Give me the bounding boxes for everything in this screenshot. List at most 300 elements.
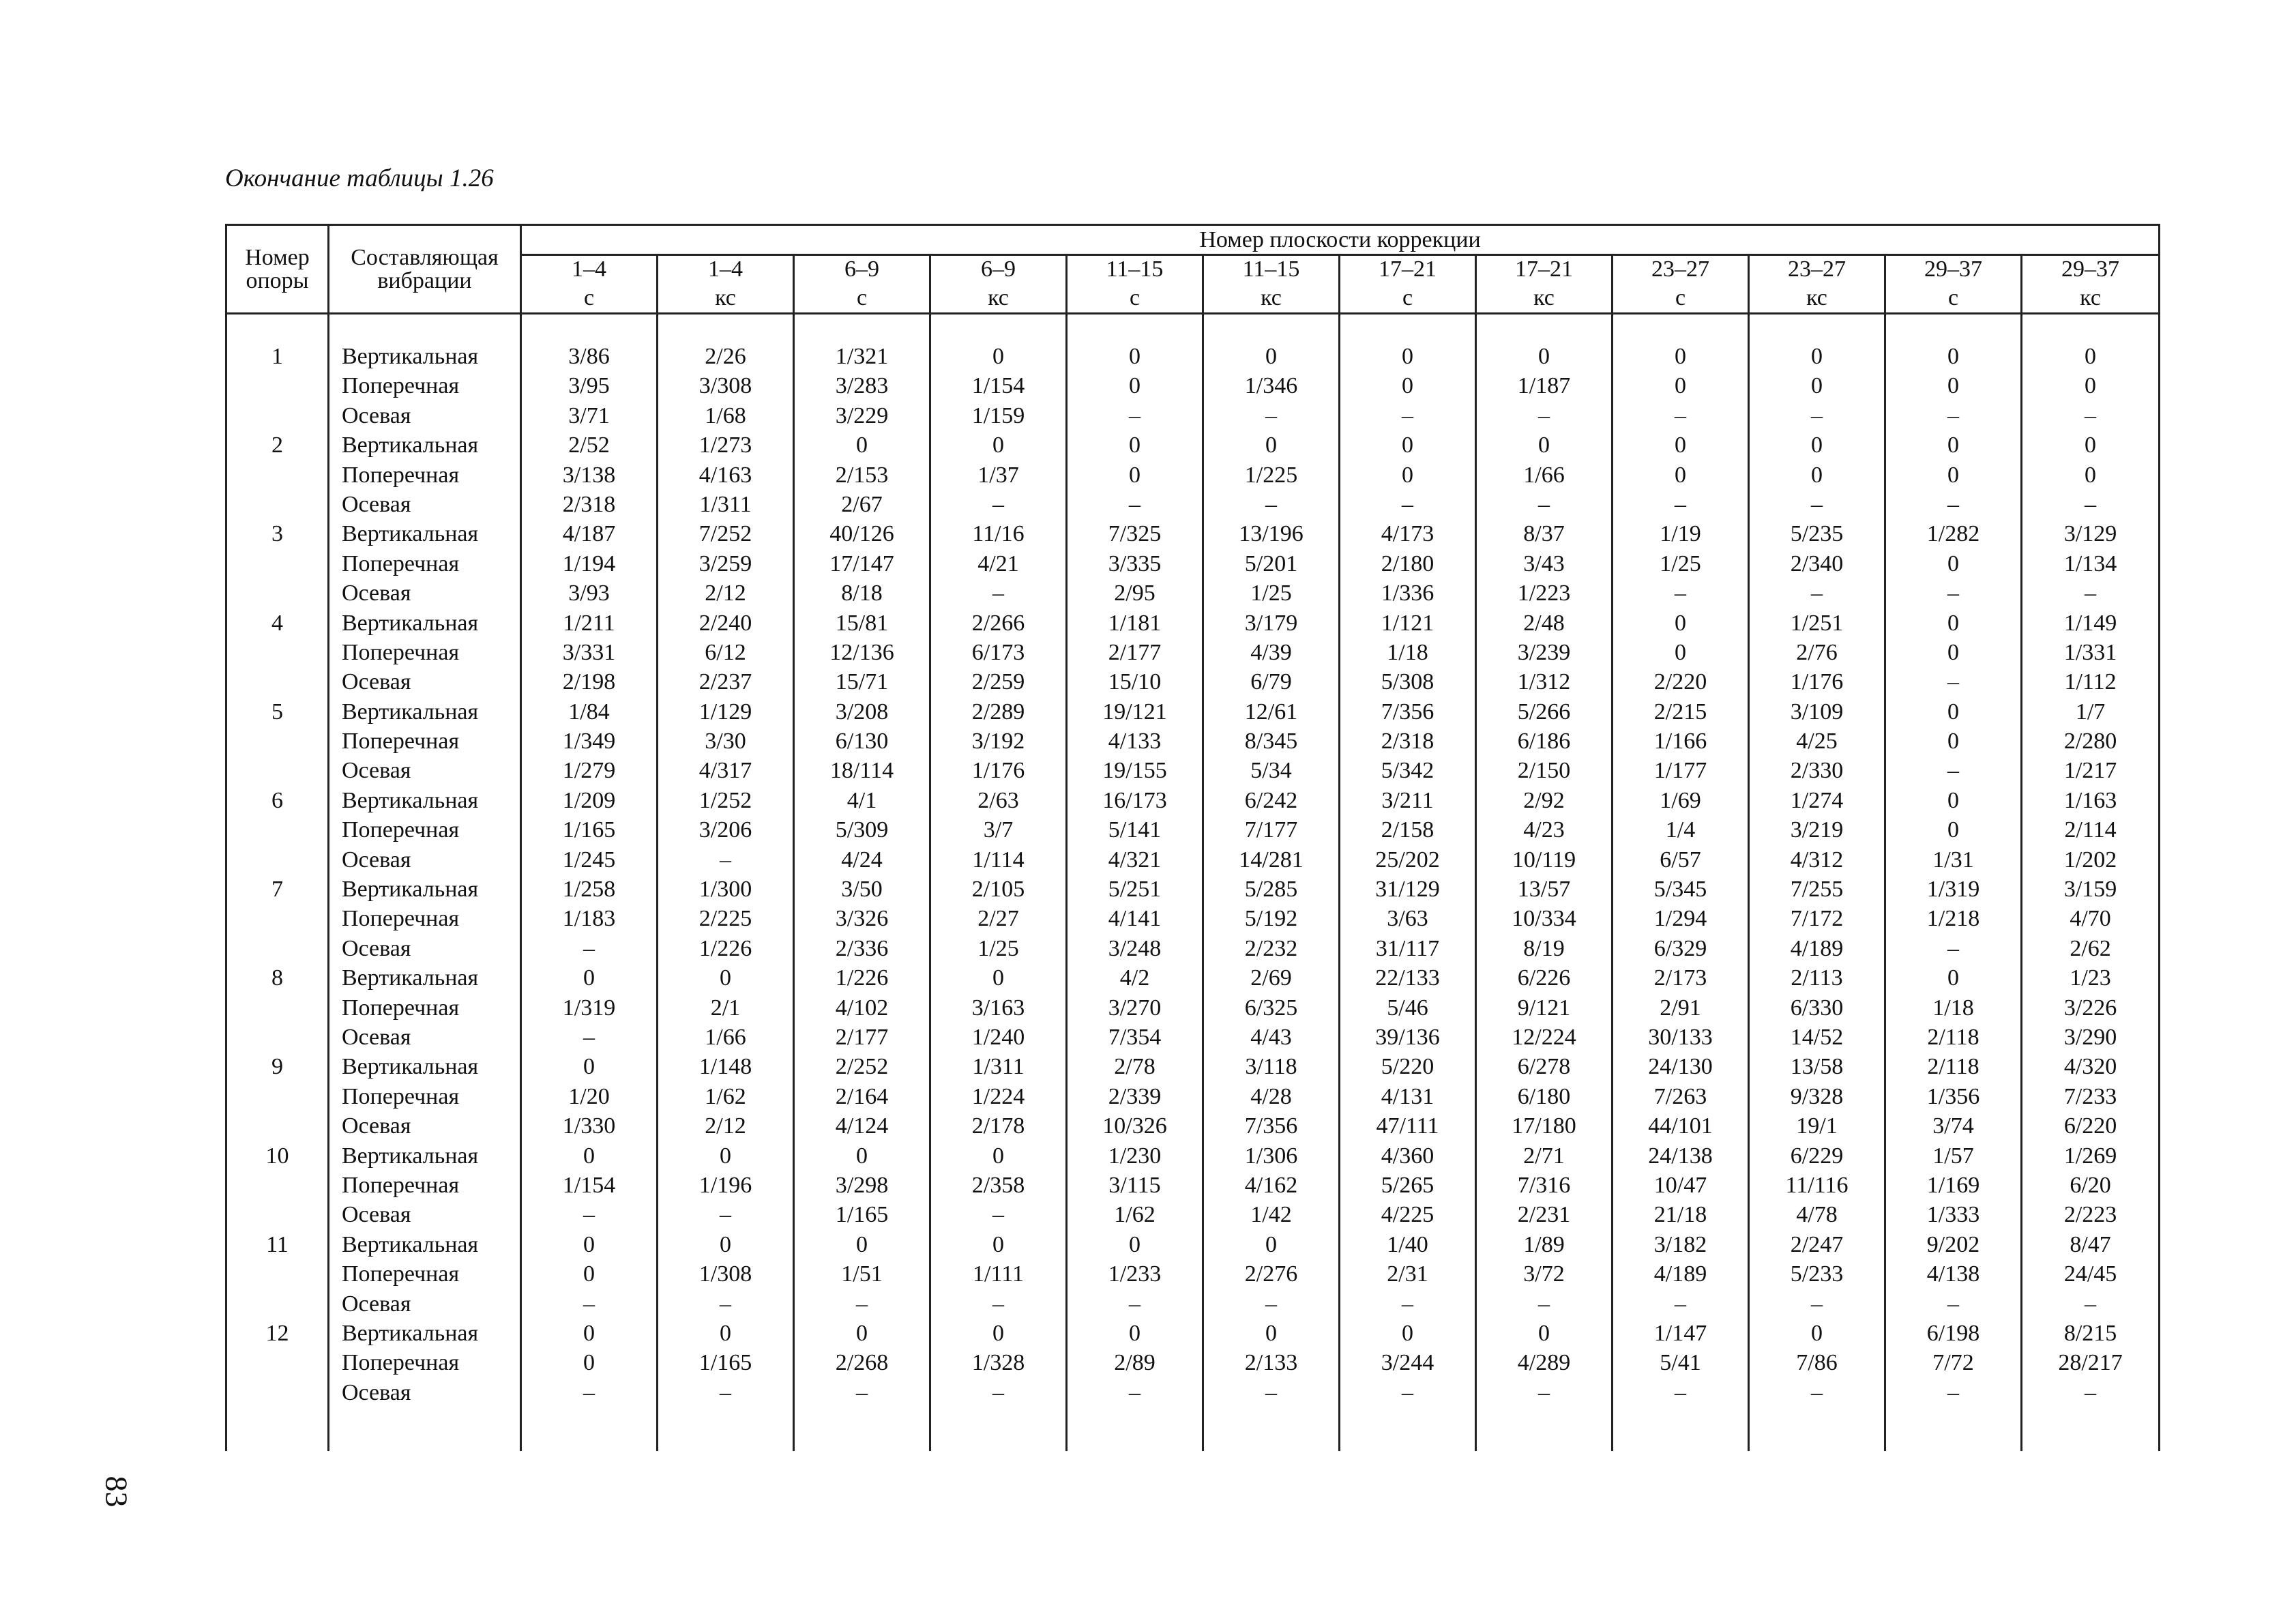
table-cell: 0 [1402, 344, 1413, 369]
table-cell: 4/102 [835, 995, 889, 1021]
table-cell: 0 [1811, 344, 1823, 369]
table-cell: 1/333 [1926, 1202, 1980, 1228]
table-cell: 15/71 [835, 669, 889, 695]
support-number [227, 401, 327, 430]
table-cell: 0 [720, 1231, 731, 1257]
table-cell: 13/58 [1790, 1054, 1844, 1080]
table-cell: 2/276 [1244, 1261, 1298, 1287]
table-cell: 3/86 [568, 344, 610, 369]
table-cell: 2/92 [1523, 787, 1565, 813]
table-cell: 1/252 [698, 787, 752, 813]
table-cell: – [720, 847, 731, 873]
table-cell: 8/18 [841, 581, 883, 606]
support-number [227, 815, 327, 845]
table-cell: 19/155 [1102, 758, 1167, 784]
support-number [227, 667, 327, 697]
table-cell: 1/209 [562, 787, 616, 813]
table-cell: 1/112 [2064, 669, 2117, 695]
table-cell: 12/224 [1512, 1024, 1576, 1050]
table-cell: 7/316 [1517, 1172, 1571, 1198]
vibration-table [225, 224, 2160, 1451]
table-cell: 8/47 [2070, 1231, 2111, 1257]
support-number [227, 578, 327, 608]
table-cell: 24/138 [1648, 1143, 1713, 1169]
vibration-component: Вертикальная [342, 433, 479, 458]
table-cell: 1/176 [1790, 669, 1844, 695]
support-number [227, 1023, 327, 1052]
plane-value-column [1613, 314, 1749, 1452]
support-number [227, 1378, 327, 1407]
header-plane-range: 6–9 [794, 255, 930, 284]
table-cell: 0 [1402, 433, 1413, 458]
table-cell: 4/141 [1108, 906, 1162, 932]
header-support-line2: опоры [246, 267, 309, 293]
table-cell: 3/109 [1790, 699, 1844, 724]
table-cell: 3/290 [2063, 1024, 2117, 1050]
table-cell: 3/159 [2063, 877, 2117, 903]
table-cell: 1/346 [1244, 373, 1298, 399]
table-cell: 1/51 [841, 1261, 883, 1287]
plane-value-column [1067, 314, 1203, 1452]
table-cell: 40/126 [829, 521, 894, 547]
table-cell: – [1947, 402, 1959, 428]
table-cell: 12/61 [1244, 699, 1298, 724]
table-cell: 5/220 [1381, 1054, 1434, 1080]
table-cell: 2/12 [705, 581, 746, 606]
table-cell: 1/31 [1932, 847, 1974, 873]
support-number: 4 [271, 610, 283, 636]
table-cell: 6/330 [1790, 995, 1844, 1021]
table-cell: 5/46 [1387, 995, 1428, 1021]
table-cell: 6/12 [705, 639, 746, 665]
table-cell: 22/133 [1375, 965, 1440, 991]
table-cell: 3/298 [835, 1172, 889, 1198]
table-cell: 2/62 [2070, 935, 2111, 961]
table-cell: – [583, 935, 595, 961]
table-cell: – [1538, 402, 1550, 428]
header-component-line1: Составляющая [351, 244, 499, 270]
plane-value-column [794, 314, 930, 1452]
table-cell: – [583, 1024, 595, 1050]
table-cell: 0 [1947, 610, 1959, 636]
table-cell: 0 [1129, 344, 1140, 369]
plane-value-column [2022, 314, 2160, 1452]
table-cell: 2/105 [971, 877, 1025, 903]
table-cell: 3/208 [835, 699, 889, 724]
table-cell: 1/258 [562, 877, 616, 903]
table-cell: 1/321 [835, 344, 889, 369]
support-number: 5 [271, 699, 283, 724]
support-number: 6 [271, 787, 283, 813]
table-cell: 1/166 [1653, 729, 1707, 754]
table-cell: 19/1 [1796, 1113, 1838, 1139]
table-cell: 4/70 [2070, 906, 2111, 932]
table-cell: 1/269 [2063, 1143, 2117, 1169]
support-number: 9 [271, 1054, 283, 1080]
table-cell: 4/163 [698, 462, 752, 488]
table-cell: 4/360 [1381, 1143, 1434, 1169]
table-cell: 6/20 [2070, 1172, 2111, 1198]
table-cell: – [1265, 491, 1277, 517]
table-cell: – [1538, 491, 1550, 517]
table-cell: – [1811, 402, 1823, 428]
table-cell: 1/147 [1653, 1320, 1707, 1346]
table-cell: 30/133 [1648, 1024, 1713, 1050]
table-cell: 0 [1129, 1320, 1140, 1346]
header-plane-range: 23–27 [1749, 255, 1885, 284]
table-cell: 2/48 [1523, 610, 1565, 636]
table-cell: – [2085, 1291, 2097, 1317]
support-number [227, 638, 327, 667]
table-cell: 2/240 [698, 610, 752, 636]
table-cell: – [856, 1291, 868, 1317]
table-cell: 0 [1265, 344, 1277, 369]
table-cell: 3/206 [698, 817, 752, 843]
table-cell: 7/177 [1244, 817, 1298, 843]
table-cell: 0 [583, 1350, 595, 1376]
header-plane-range: 11–15 [1067, 255, 1203, 284]
table-cell: 5/345 [1653, 877, 1707, 903]
plane-value-column [1476, 314, 1613, 1452]
table-cell: – [2085, 402, 2097, 428]
table-cell: 2/67 [841, 491, 883, 517]
table-cell: 1/42 [1250, 1202, 1292, 1228]
table-cell: 0 [1129, 433, 1140, 458]
header-plane-range: 6–9 [930, 255, 1067, 284]
table-cell: 4/25 [1796, 729, 1838, 754]
table-cell: – [1129, 1379, 1140, 1405]
header-plane-range: 23–27 [1613, 255, 1749, 284]
table-cell: 2/12 [705, 1113, 746, 1139]
table-cell: 1/311 [972, 1054, 1025, 1080]
table-cell: 2/231 [1517, 1202, 1571, 1228]
table-cell: 1/66 [1523, 462, 1565, 488]
header-plane-type: с [794, 284, 930, 314]
support-number [227, 460, 327, 490]
table-cell: 5/235 [1790, 521, 1844, 547]
table-cell: 2/173 [1653, 965, 1707, 991]
vibration-component: Осевая [342, 1024, 411, 1050]
table-cell: 0 [1402, 462, 1413, 488]
support-number [227, 1348, 327, 1377]
table-cell: 1/68 [705, 402, 746, 428]
table-cell: 0 [1947, 639, 1959, 665]
table-cell: 4/28 [1250, 1083, 1292, 1109]
table-cell: 1/121 [1381, 610, 1434, 636]
vibration-component: Осевая [342, 847, 411, 873]
table-cell: 7/255 [1790, 877, 1844, 903]
table-cell: 7/356 [1244, 1113, 1298, 1139]
table-cell: 4/173 [1381, 521, 1434, 547]
support-number [227, 756, 327, 785]
table-cell: 2/252 [835, 1054, 889, 1080]
table-cell: 0 [856, 1143, 868, 1169]
table-cell: 3/71 [568, 402, 610, 428]
table-cell: – [1129, 1291, 1140, 1317]
header-plane-type: кс [930, 284, 1067, 314]
header-planes: Номер плоскости коррекции [521, 225, 2160, 255]
table-cell: 13/196 [1239, 521, 1304, 547]
table-cell: 6/278 [1517, 1054, 1571, 1080]
table-cell: 2/52 [568, 433, 610, 458]
table-cell: 3/43 [1523, 551, 1565, 576]
table-cell: 39/136 [1375, 1024, 1440, 1050]
table-cell: 1/356 [1926, 1083, 1980, 1109]
table-cell: 1/129 [698, 699, 752, 724]
header-plane-type: с [521, 284, 658, 314]
table-cell: 3/229 [835, 402, 889, 428]
table-cell: 2/339 [1108, 1083, 1162, 1109]
plane-value-column [521, 314, 658, 1452]
table-cell: 6/57 [1660, 847, 1701, 873]
support-number: 8 [271, 965, 283, 991]
table-cell: – [1947, 491, 1959, 517]
vibration-component: Вертикальная [342, 1054, 479, 1080]
table-cell: 5/309 [835, 817, 889, 843]
table-cell: 0 [2085, 344, 2097, 369]
vibration-component: Вертикальная [342, 877, 479, 903]
table-cell: 5/265 [1381, 1172, 1434, 1198]
plane-value-column [1749, 314, 1885, 1452]
table-cell: 10/326 [1102, 1113, 1167, 1139]
table-cell: 0 [1947, 787, 1959, 813]
table-cell: 21/18 [1653, 1202, 1707, 1228]
plane-value-column [658, 314, 794, 1452]
table-cell: 0 [720, 965, 731, 991]
table-cell: 8/19 [1523, 935, 1565, 961]
plane-value-column [1340, 314, 1476, 1452]
table-cell: 0 [1947, 729, 1959, 754]
table-cell: 4/43 [1250, 1024, 1292, 1050]
table-cell: 2/31 [1387, 1261, 1428, 1287]
table-cell: – [1129, 491, 1140, 517]
header-plane-range: 17–21 [1340, 255, 1476, 284]
table-cell: 1/57 [1932, 1143, 1974, 1169]
table-cell: 16/173 [1102, 787, 1167, 813]
table-cell: 0 [1675, 344, 1686, 369]
table-cell: 2/358 [971, 1172, 1025, 1198]
table-cell: 1/308 [698, 1261, 752, 1287]
table-cell: 0 [1129, 462, 1140, 488]
support-number [227, 371, 327, 400]
table-cell: 0 [992, 965, 1004, 991]
table-cell: 7/252 [698, 521, 752, 547]
table-cell: 31/117 [1375, 935, 1440, 961]
table-cell: 1/40 [1387, 1231, 1428, 1257]
plane-value-column [1885, 314, 2022, 1452]
header-plane-range: 29–37 [2022, 255, 2160, 284]
table-cell: – [1675, 1379, 1686, 1405]
table-cell: 4/162 [1244, 1172, 1298, 1198]
vibration-component: Осевая [342, 1291, 411, 1317]
table-cell: 6/130 [835, 729, 889, 754]
table-cell: 1/165 [698, 1350, 752, 1376]
header-plane-type: с [1885, 284, 2022, 314]
table-cell: 0 [583, 1320, 595, 1346]
table-cell: 1/25 [977, 935, 1019, 961]
table-cell: – [720, 1202, 731, 1228]
header-plane-type: кс [1749, 284, 1885, 314]
vibration-component: Осевая [342, 1113, 411, 1139]
table-cell: 0 [1675, 462, 1686, 488]
table-cell: 2/69 [1250, 965, 1292, 991]
table-cell: 1/294 [1653, 906, 1707, 932]
table-cell: – [1402, 491, 1413, 517]
table-cell: 4/317 [698, 758, 752, 784]
header-plane-type: с [1613, 284, 1749, 314]
table-cell: 1/176 [971, 758, 1025, 784]
table-cell: 2/259 [971, 669, 1025, 695]
table-cell: 2/318 [562, 491, 616, 517]
table-cell: 1/224 [971, 1083, 1025, 1109]
table-cell: 7/325 [1108, 521, 1162, 547]
table-cell: 14/52 [1790, 1024, 1844, 1050]
table-cell: 1/274 [1790, 787, 1844, 813]
table-cell: 3/308 [698, 373, 752, 399]
vibration-component: Осевая [342, 935, 411, 961]
table-cell: 1/84 [568, 699, 610, 724]
table-cell: 5/266 [1517, 699, 1571, 724]
table-cell: 1/306 [1244, 1143, 1298, 1169]
table-cell: – [1402, 1379, 1413, 1405]
table-cell: 1/225 [1244, 462, 1298, 488]
table-cell: 1/226 [698, 935, 752, 961]
table-cell: 1/251 [1790, 610, 1844, 636]
table-cell: 2/280 [2063, 729, 2117, 754]
table-cell: – [720, 1379, 731, 1405]
table-cell: 1/20 [568, 1083, 610, 1109]
table-cell: 9/328 [1790, 1083, 1844, 1109]
table-cell: 2/113 [1791, 965, 1843, 991]
table-cell: 1/194 [562, 551, 616, 576]
vibration-component: Поперечная [342, 1083, 460, 1109]
header-plane-range: 17–21 [1476, 255, 1613, 284]
support-number [227, 934, 327, 963]
table-cell: 1/233 [1108, 1261, 1162, 1287]
table-cell: 1/62 [1114, 1202, 1156, 1228]
table-cell: – [583, 1379, 595, 1405]
vibration-component: Вертикальная [342, 787, 479, 813]
table-cell: 1/319 [1926, 877, 1980, 903]
header-support [226, 225, 329, 314]
table-cell: 0 [992, 1231, 1004, 1257]
table-cell: 0 [720, 1320, 731, 1346]
table-cell: 3/50 [841, 877, 883, 903]
table-cell: – [1675, 402, 1686, 428]
table-cell: 5/342 [1381, 758, 1434, 784]
table-cell: 1/202 [2063, 847, 2117, 873]
table-cell: 4/312 [1790, 847, 1844, 873]
table-cell: 2/318 [1381, 729, 1434, 754]
table-cell: 5/308 [1381, 669, 1434, 695]
vibration-component-column [329, 314, 521, 1452]
table-cell: 2/232 [1244, 935, 1298, 961]
table-cell: 0 [583, 1261, 595, 1287]
table-cell: 0 [856, 1320, 868, 1346]
table-cell: – [1947, 935, 1959, 961]
table-cell: 5/233 [1790, 1261, 1844, 1287]
table-cell: 0 [992, 1320, 1004, 1346]
table-cell: 0 [1265, 1320, 1277, 1346]
table-cell: 0 [992, 1143, 1004, 1169]
table-cell: 1/23 [2070, 965, 2111, 991]
table-cell: 3/331 [562, 639, 616, 665]
vibration-component: Поперечная [342, 729, 460, 754]
table-cell: 0 [1947, 344, 1959, 369]
table-cell: 0 [1402, 373, 1413, 399]
table-cell: 5/201 [1244, 551, 1298, 576]
header-plane-type: с [1067, 284, 1203, 314]
vibration-component: Осевая [342, 669, 411, 695]
table-cell: 2/198 [562, 669, 616, 695]
table-cell: – [1402, 402, 1413, 428]
table-cell: 3/226 [2063, 995, 2117, 1021]
table-cell: 1/7 [2075, 699, 2106, 724]
table-cell: 0 [1129, 373, 1140, 399]
table-cell: 7/356 [1381, 699, 1434, 724]
table-cell: – [1811, 491, 1823, 517]
table-cell: – [992, 1202, 1004, 1228]
table-cell: 3/259 [698, 551, 752, 576]
table-cell: 9/202 [1926, 1231, 1980, 1257]
table-cell: 2/178 [971, 1113, 1025, 1139]
table-cell: 6/229 [1790, 1143, 1844, 1169]
table-cell: 6/198 [1926, 1320, 1980, 1346]
table-cell: 3/192 [971, 729, 1025, 754]
table-cell: 1/25 [1660, 551, 1701, 576]
table-cell: 3/211 [1381, 787, 1434, 813]
table-cell: 12/136 [829, 639, 894, 665]
table-cell: 28/217 [2058, 1350, 2123, 1376]
table-cell: – [1402, 1291, 1413, 1317]
vibration-component: Вертикальная [342, 965, 479, 991]
vibration-component: Вертикальная [342, 699, 479, 724]
table-cell: – [1947, 758, 1959, 784]
table-cell: 2/223 [2063, 1202, 2117, 1228]
table-cell: 2/27 [977, 906, 1019, 932]
table-cell: 1/148 [698, 1054, 752, 1080]
table-cell: 1/217 [2063, 758, 2117, 784]
table-cell: 1/282 [1926, 521, 1980, 547]
table-cell: 1/211 [563, 610, 615, 636]
table-cell: 2/78 [1114, 1054, 1156, 1080]
header-plane-type: кс [2022, 284, 2160, 314]
table-cell: 1/114 [972, 847, 1025, 873]
table-cell: 5/34 [1250, 758, 1292, 784]
table-cell: – [1947, 669, 1959, 695]
table-cell: 3/63 [1387, 906, 1428, 932]
table-cell: 2/215 [1653, 699, 1707, 724]
table-cell: 6/186 [1517, 729, 1571, 754]
table-cell: 4/225 [1381, 1202, 1434, 1228]
table-cell: 1/331 [2063, 639, 2117, 665]
table-cell: 4/131 [1381, 1083, 1434, 1109]
table-cell: 7/233 [2063, 1083, 2117, 1109]
vibration-component: Вертикальная [342, 1231, 479, 1257]
table-cell: 4/138 [1926, 1261, 1980, 1287]
table-cell: 6/329 [1653, 935, 1707, 961]
table-cell: 3/270 [1108, 995, 1162, 1021]
table-cell: 1/165 [835, 1202, 889, 1228]
table-cell: 4/124 [835, 1113, 889, 1139]
table-cell: 4/321 [1108, 847, 1162, 873]
table-cell: 2/336 [835, 935, 889, 961]
table-cell: 0 [1265, 1231, 1277, 1257]
table-cell: – [1947, 581, 1959, 606]
table-cell: 15/10 [1108, 669, 1162, 695]
table-cell: 47/111 [1376, 1113, 1439, 1139]
table-cell: 5/251 [1108, 877, 1162, 903]
